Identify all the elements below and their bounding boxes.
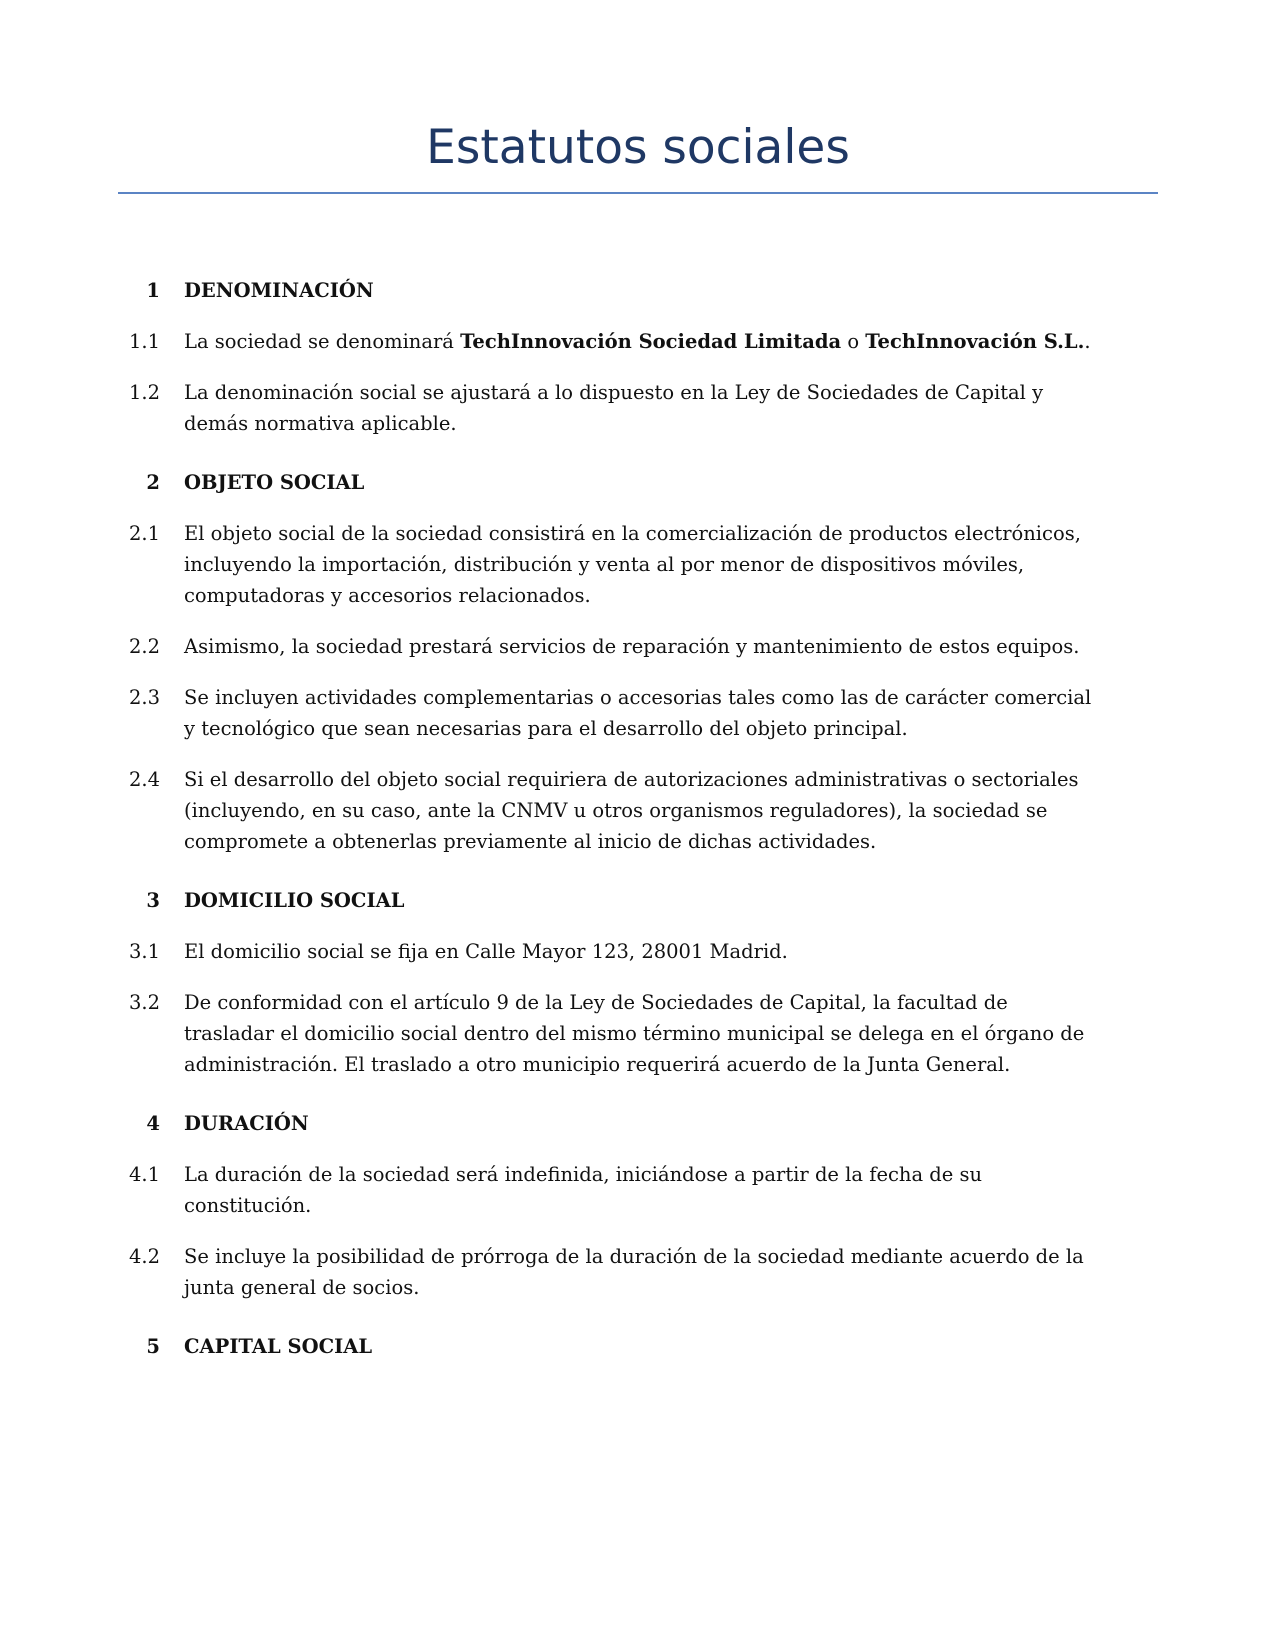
bold-text: TechInnovación Sociedad Limitada [460,330,842,353]
text-run: El domicilio social se fija en Calle Mayor 123, 28001 Madrid. [184,940,788,963]
section-title: DOMICILIO SOCIAL [184,889,405,912]
clause-number: 4.2 [128,1245,160,1268]
title-underline [118,192,1158,194]
clause-text [184,631,1104,662]
clause-text [184,377,1104,439]
section-title: CAPITAL SOCIAL [184,1335,373,1358]
clause-text [184,1241,1104,1303]
clause [118,987,1158,1080]
clause [118,631,1158,662]
section [118,1331,1158,1362]
clause [118,377,1158,439]
clause-number: 3.2 [128,991,160,1014]
clause [118,1241,1158,1303]
section-heading [118,275,1158,306]
text-run: Asimismo, la sociedad prestará servicios de reparación y mantenimiento de estos equipos. [184,635,1080,658]
clause-number: 1.2 [128,381,160,404]
bold-text: TechInnovación S.L. [865,330,1085,353]
section [118,275,1158,439]
text-run: . [1084,330,1091,353]
clause-text [184,764,1104,857]
text-run: Se incluyen actividades complementarias o accesorias tales como las de carácter comercial y tecnológico que sean necesarias para el desarrollo del objeto principal. [184,686,1092,740]
clause [118,682,1158,744]
clause [118,518,1158,611]
text-run: La denominación social se ajustará a lo dispuesto en la Ley de Sociedades de Capital y demás normativa aplicable. [184,381,1044,435]
section-number: 1 [146,279,160,302]
clause-number: 2.1 [128,522,160,545]
clause-text [184,518,1104,611]
text-run: La sociedad se denominará [184,330,461,353]
section [118,1108,1158,1303]
section-heading [118,467,1158,498]
section-title: DENOMINACIÓN [184,279,374,302]
clause [118,1159,1158,1221]
clause-number: 2.3 [128,686,160,709]
clause [118,326,1158,357]
section-heading [118,885,1158,916]
clause-text [184,987,1104,1080]
clause [118,764,1158,857]
section [118,467,1158,857]
document-title: Estatutos sociales [426,120,850,175]
section-number: 4 [146,1112,160,1135]
text-run: o [841,330,866,353]
section-heading [118,1108,1158,1139]
section-number: 2 [146,471,160,494]
clause-number: 3.1 [128,940,160,963]
section-title: DURACIÓN [184,1112,309,1135]
clause-text [184,326,1104,357]
clause-text [184,1159,1104,1221]
text-run: De conformidad con el artículo 9 de la Ley de Sociedades de Capital, la facultad de trasladar el domicilio social dentro del mismo término municipal se delega en el órgano de administración. El traslado a otro municipio requerirá acuerdo de la Junta General. [184,991,1085,1076]
text-run: La duración de la sociedad será indefinida, iniciándose a partir de la fecha de su constitución. [184,1163,983,1217]
section-number: 3 [146,889,160,912]
clause [118,936,1158,967]
section [118,885,1158,1080]
clause-text [184,682,1104,744]
section-heading [118,1331,1158,1362]
section-title: OBJETO SOCIAL [184,471,365,494]
text-run: Si el desarrollo del objeto social requiriera de autorizaciones administrativas o sectoriales (incluyendo, en su caso, ante la CNMV u otros organismos reguladores), la sociedad se compromete a obtenerlas previamente al inicio de dichas actividades. [184,768,1079,853]
text-run: Se incluye la posibilidad de prórroga de la duración de la sociedad mediante acuerdo de la junta general de socios. [184,1245,1084,1299]
document-body [118,275,1158,1382]
section-number: 5 [146,1335,160,1358]
clause-number: 2.2 [128,635,160,658]
clause-number: 2.4 [128,768,160,791]
clause-text [184,936,1104,967]
clause-number: 4.1 [128,1163,160,1186]
text-run: El objeto social de la sociedad consistirá en la comercialización de productos electrónicos, incluyendo la importación, distribución y venta al por menor de dispositivos móviles, computadoras y accesorios relacionados. [184,522,1081,607]
clause-number: 1.1 [128,330,160,353]
